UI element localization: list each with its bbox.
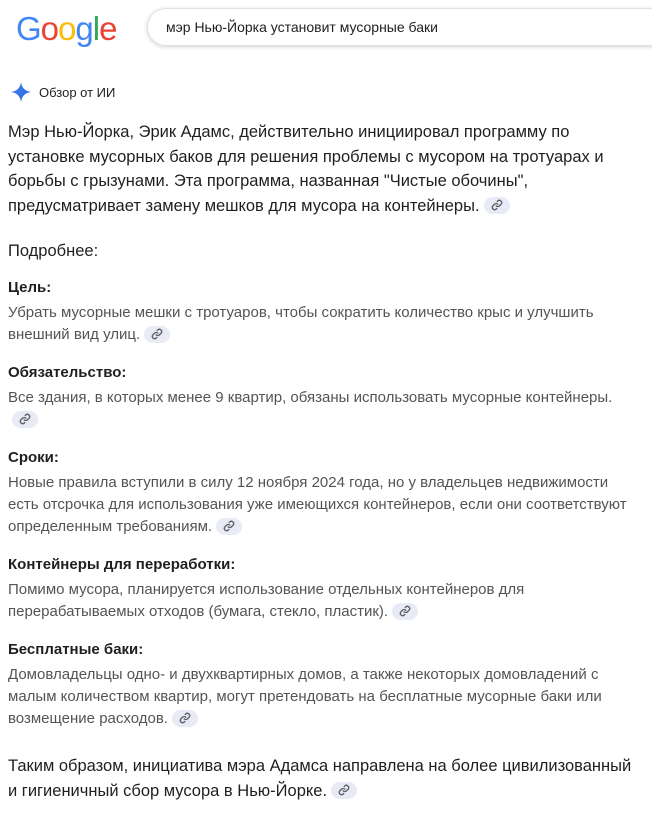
source-link-button[interactable]	[331, 782, 357, 799]
logo-letter: l	[92, 10, 100, 47]
more-heading: Подробнее:	[8, 242, 99, 260]
lead-text: Мэр Нью-Йорка, Эрик Адамс, действительно инициировал программу по установке мусорных баков для решения проблемы с мусором на тротуарах и борьбы с грызунами. Эта программа, названная "Чистые обочины", предусматривает замену мешков для мусора на контейнеры.	[8, 123, 604, 215]
logo-letter: g	[75, 10, 93, 47]
section-body	[8, 579, 638, 623]
google-logo[interactable]	[16, 11, 116, 47]
ai-overview-content	[8, 120, 638, 803]
source-link-button[interactable]	[172, 710, 198, 727]
logo-letter: o	[58, 10, 76, 47]
section-title: Цель:	[8, 279, 52, 296]
sparkle-icon	[10, 81, 32, 103]
search-input[interactable]	[166, 15, 646, 39]
summary-text: Таким образом, инициатива мэра Адамса направлена на более цивилизованный и гигиеничный сбор мусора в Нью-Йорке.	[8, 757, 632, 800]
section-text: Домовладельцы одно- и двухквартирных домов, а также некоторых домовладений с малым количеством квартир, могут претендовать на бесплатные мусорные баки или возмещение расходов.	[8, 666, 602, 727]
logo-letter: G	[16, 10, 41, 47]
section-body	[8, 472, 638, 538]
link-icon	[150, 327, 164, 341]
section-title: Обязательство:	[8, 364, 127, 381]
section-title: Сроки:	[8, 449, 59, 466]
source-link-button[interactable]	[216, 518, 242, 535]
section-body	[8, 664, 638, 730]
section-body	[8, 387, 638, 431]
link-icon	[178, 711, 192, 725]
logo-letter: e	[99, 10, 117, 47]
section-body	[8, 302, 638, 346]
header	[0, 0, 652, 58]
source-link-button[interactable]	[12, 411, 38, 428]
link-icon	[337, 783, 351, 797]
link-icon	[490, 198, 504, 212]
source-link-button[interactable]	[392, 603, 418, 620]
section-title: Бесплатные баки:	[8, 641, 144, 658]
section-text: Все здания, в которых менее 9 квартир, обязаны использовать мусорные контейнеры.	[8, 389, 613, 406]
search-box[interactable]	[147, 8, 652, 46]
link-icon	[18, 412, 32, 426]
link-icon	[398, 604, 412, 618]
section-title: Контейнеры для переработки:	[8, 556, 236, 573]
lead-paragraph	[8, 120, 638, 218]
section-text: Помимо мусора, планируется использование отдельных контейнеров для перерабатываемых отходов (бумага, стекло, пластик).	[8, 581, 525, 620]
logo-letter: o	[40, 10, 59, 47]
source-link-button[interactable]	[144, 326, 170, 343]
section-text: Новые правила вступили в силу 12 ноября 2024 года, но у владельцев недвижимости есть отсрочка для использования уже имеющихся контейнеров, если они соответствуют определенным требованиям.	[8, 474, 627, 535]
source-link-button[interactable]	[484, 197, 510, 214]
ai-overview-header	[10, 80, 115, 104]
summary-paragraph	[8, 754, 638, 803]
link-icon	[222, 519, 236, 533]
section-text: Убрать мусорные мешки с тротуаров, чтобы сократить количество крыс и улучшить внешний вид улиц.	[8, 304, 594, 343]
ai-overview-label: Обзор от ИИ	[39, 84, 116, 100]
